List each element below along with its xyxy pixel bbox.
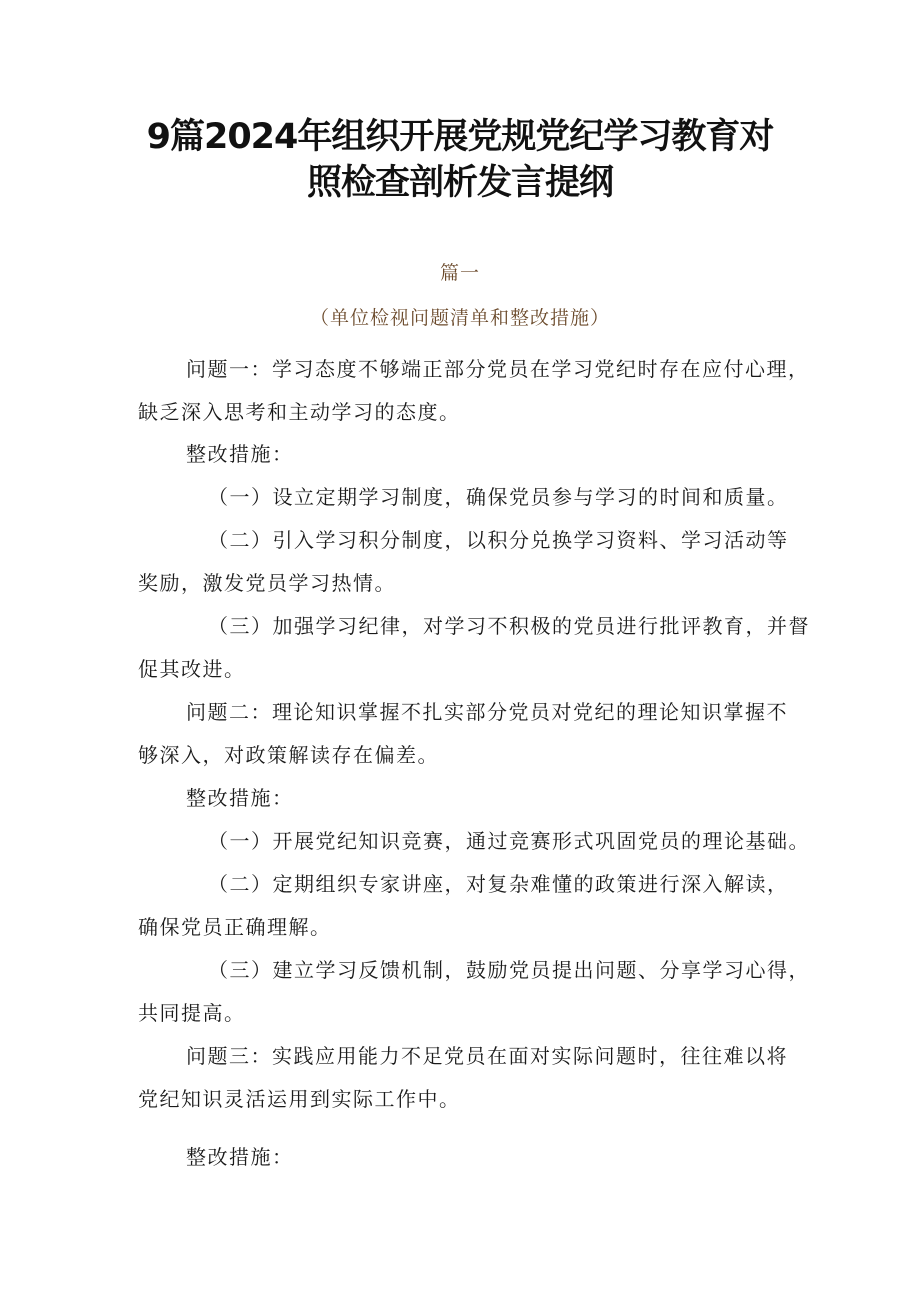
paragraph-line: 整改措施： [186, 442, 294, 466]
paragraph-line: （三）建立学习反馈机制，鼓励党员提出问题、分享学习心得， [208, 958, 810, 982]
paragraph-line: 整改措施： [186, 786, 294, 810]
paragraph-line: （一）开展党纪知识竞赛，通过竞赛形式巩固党员的理论基础。 [208, 829, 810, 853]
paragraph-line: （三）加强学习纪律，对学习不积极的党员进行批评教育，并督 [208, 614, 810, 638]
paragraph-line: 够深入，对政策解读存在偏差。 [138, 743, 439, 767]
paragraph-line: 问题二：理论知识掌握不扎实部分党员对党纪的理论知识掌握不 [186, 700, 788, 724]
document-title-line-2: 照检查剖析发言提纲 [306, 163, 613, 203]
chapter-subtitle: （单位检视问题清单和整改措施） [309, 307, 610, 329]
paragraph-line: 促其改进。 [138, 657, 246, 681]
paragraph-line: 确保党员正确理解。 [138, 915, 332, 939]
paragraph-line: 问题一：学习态度不够端正部分党员在学习党纪时存在应付心理， [186, 357, 810, 381]
paragraph-line: （二）定期组织专家讲座，对复杂难懂的政策进行深入解读， [208, 872, 789, 896]
paragraph-line: 缺乏深入思考和主动学习的态度。 [138, 400, 461, 424]
paragraph-line: 问题三：实践应用能力不足党员在面对实际问题时，往往难以将 [186, 1044, 788, 1068]
paragraph-line: 党纪知识灵活运用到实际工作中。 [138, 1087, 461, 1111]
paragraph-line: 奖励，激发党员学习热情。 [138, 571, 396, 595]
chapter-heading: 篇一 [439, 262, 480, 284]
paragraph-line: （二）引入学习积分制度，以积分兑换学习资料、学习活动等 [208, 528, 789, 552]
paragraph-line: 整改措施： [186, 1145, 294, 1169]
paragraph-line: 共同提高。 [138, 1001, 246, 1025]
document-title-line-1: 9篇2024年组织开展党规党纪学习教育对 [146, 117, 774, 157]
paragraph-line: （一）设立定期学习制度，确保党员参与学习的时间和质量。 [208, 485, 789, 509]
